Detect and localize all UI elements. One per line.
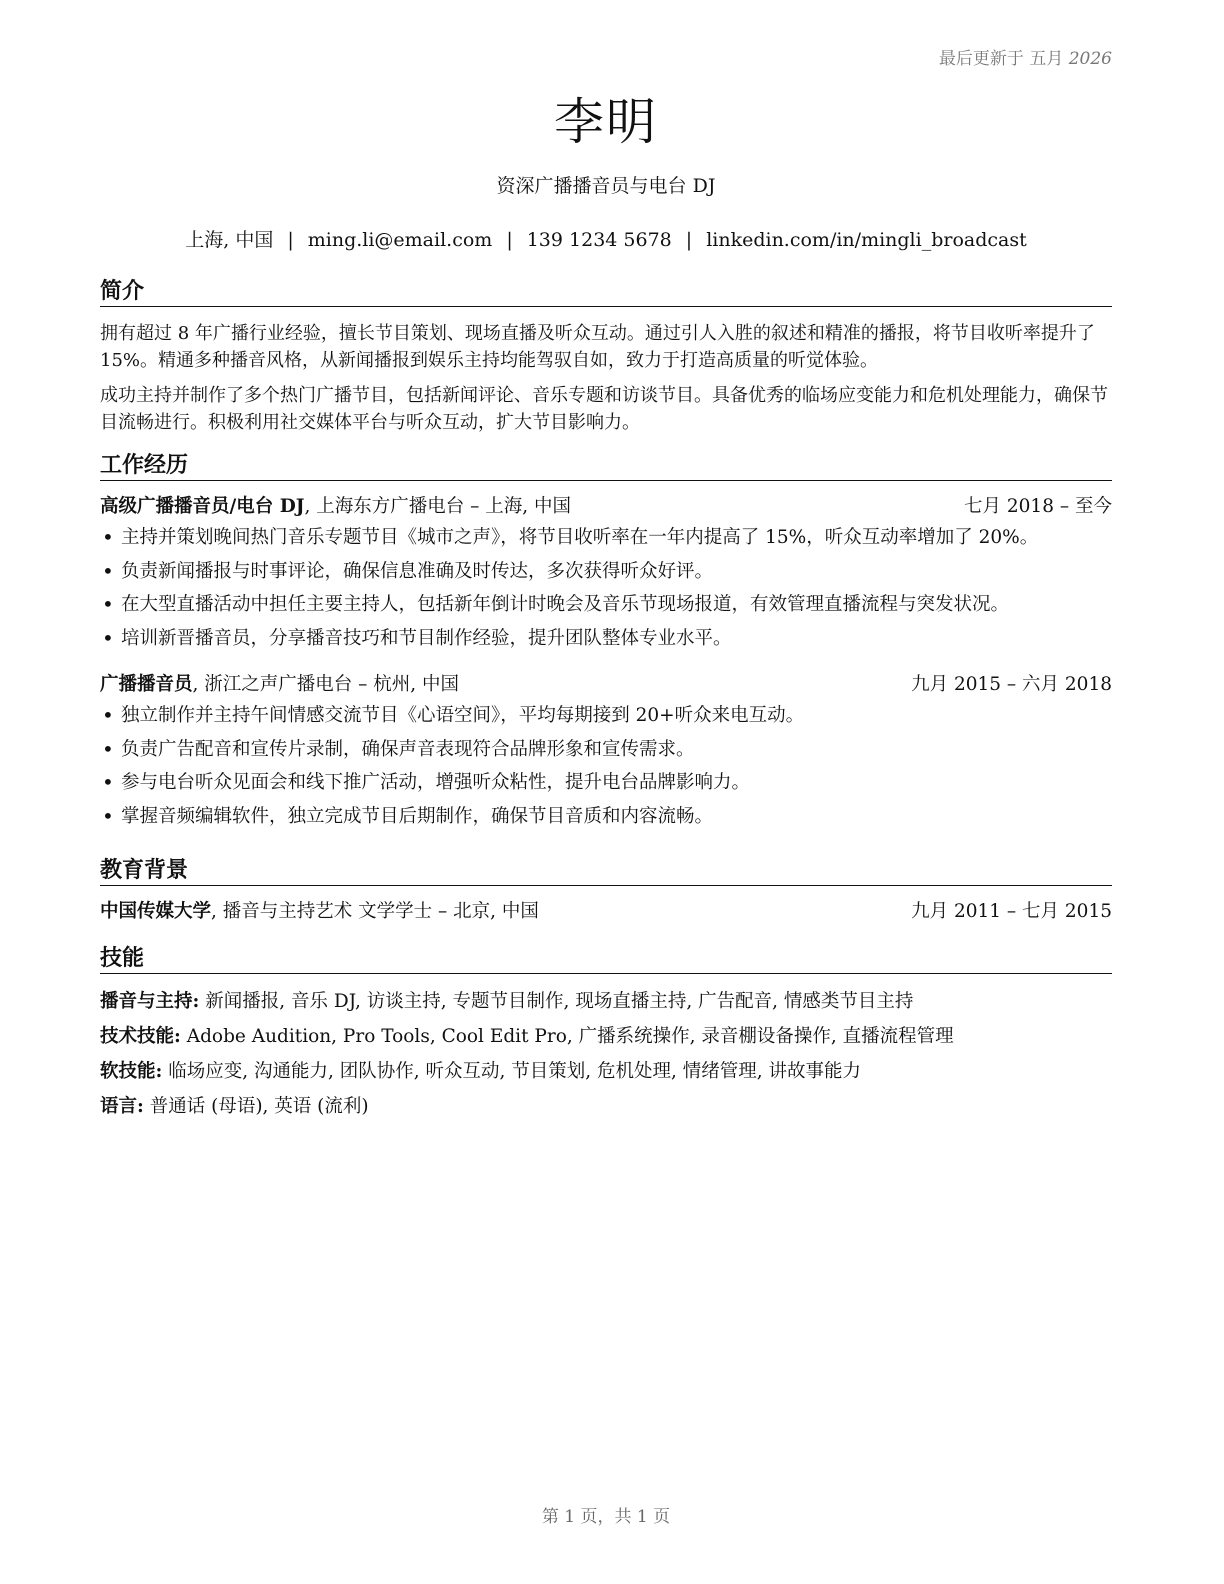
skill-value: Adobe Audition, Pro Tools, Cool Edit Pro, 广播系统操作, 录音棚设备操作, 直播流程管理 <box>180 1026 954 1047</box>
contact-line <box>100 225 1112 252</box>
job-entry <box>100 671 1112 833</box>
candidate-title: 资深广播播音员与电台 DJ <box>496 175 716 197</box>
page-number: 第 1 页，共 1 页 <box>541 1507 671 1527</box>
education-entry <box>100 898 1112 926</box>
skill-label: 播音与主持: <box>100 991 200 1012</box>
skill-row <box>100 1089 1112 1124</box>
job-bullet: • 负责广告配音和宣传片录制，确保声音表现符合品牌形象和宣传需求。 <box>100 733 1112 767</box>
job-bullet: • 负责新闻播报与时事评论，确保信息准确及时传达，多次获得听众好评。 <box>100 555 1112 589</box>
skill-row <box>100 1054 1112 1089</box>
job-header <box>100 671 1112 699</box>
section-title-skills: 技能 <box>100 945 1112 974</box>
skill-label: 软技能: <box>100 1061 163 1082</box>
job-role: 高级广播播音员/电台 DJ <box>100 496 305 517</box>
contact-linkedin[interactable]: linkedin.com/in/mingli_broadcast <box>706 229 1027 251</box>
last-updated <box>939 44 1112 69</box>
skill-row <box>100 1019 1112 1054</box>
job-dates: 九月 2015 – 六月 2018 <box>911 674 1112 695</box>
section-title-education: 教育背景 <box>100 857 1112 886</box>
resume-page <box>100 0 1112 1584</box>
summary-paragraph: 拥有超过 8 年广播行业经验，擅长节目策划、现场直播及听众互动。通过引人入胜的叙述和精准的播报，将节目收听率提升了 15%。精通多种播音风格，从新闻播报到娱乐主持均能驾驭自如，致力于打造高质量的听觉体验。 <box>100 323 1095 371</box>
contact-phone: 139 1234 5678 <box>526 229 672 251</box>
candidate-name: 李明 <box>554 93 658 151</box>
job-org: , 上海东方广播电台 – 上海, 中国 <box>304 496 572 517</box>
contact-email[interactable]: ming.li@email.com <box>307 229 493 251</box>
skill-label: 技术技能: <box>100 1026 181 1047</box>
contact-separator: | <box>685 229 693 251</box>
experience-section <box>100 452 1112 833</box>
summary-paragraph: 成功主持并制作了多个热门广播节目，包括新闻评论、音乐专题和访谈节目。具备优秀的临场应变能力和危机处理能力，确保节目流畅进行。积极利用社交媒体平台与听众互动，扩大节目影响力。 <box>100 385 1108 433</box>
education-detail: , 播音与主持艺术 文学学士 – 北京, 中国 <box>211 901 539 922</box>
skill-value: 新闻播报, 音乐 DJ, 访谈主持, 专题节目制作, 现场直播主持, 广告配音, 情感类节目主持 <box>199 991 914 1012</box>
education-dates: 九月 2011 – 七月 2015 <box>911 901 1112 922</box>
skills-list <box>100 984 1112 1124</box>
section-title-experience: 工作经历 <box>100 452 1112 481</box>
skill-value: 临场应变, 沟通能力, 团队协作, 听众互动, 节目策划, 危机处理, 情绪管理, 讲故事能力 <box>162 1061 862 1082</box>
job-header <box>100 493 1112 521</box>
last-updated-year: 2026 <box>1068 49 1112 69</box>
contact-location: 上海, 中国 <box>185 229 274 251</box>
job-org: , 浙江之声广播电台 – 杭州, 中国 <box>192 674 460 695</box>
job-bullet: • 培训新晋播音员，分享播音技巧和节目制作经验，提升团队整体专业水平。 <box>100 622 1112 656</box>
job-dates: 七月 2018 – 至今 <box>964 496 1112 517</box>
last-updated-prefix: 最后更新于 五月 <box>938 49 1064 69</box>
job-bullet: • 独立制作并主持午间情感交流节目《心语空间》，平均每期接到 20+听众来电互动。 <box>100 699 1112 733</box>
contact-separator: | <box>506 229 513 251</box>
job-bullets <box>100 699 1112 833</box>
summary-section <box>100 278 1112 436</box>
education-section <box>100 857 1112 926</box>
skill-label: 语言: <box>100 1096 144 1117</box>
job-bullet: • 参与电台听众见面会和线下推广活动，增强听众粘性，提升电台品牌影响力。 <box>100 766 1112 800</box>
skill-value: 普通话 (母语), 英语 (流利) <box>143 1096 369 1117</box>
job-bullet: • 主持并策划晚间热门音乐专题节目《城市之声》，将节目收听率在一年内提高了 15%，听众互动率增加了 20%。 <box>100 521 1112 555</box>
job-bullets <box>100 521 1112 655</box>
skill-row <box>100 984 1112 1019</box>
job-entry <box>100 493 1112 655</box>
skills-section <box>100 945 1112 1124</box>
job-role: 广播播音员 <box>100 674 193 695</box>
education-school: 中国传媒大学 <box>100 901 212 922</box>
job-bullet: • 掌握音频编辑软件，独立完成节目后期制作，确保节目音质和内容流畅。 <box>100 800 1112 834</box>
job-bullet: • 在大型直播活动中担任主要主持人，包括新年倒计时晚会及音乐节现场报道，有效管理直播流程与突发状况。 <box>100 588 1112 622</box>
section-title-summary: 简介 <box>100 278 1112 307</box>
contact-separator: | <box>287 229 294 251</box>
